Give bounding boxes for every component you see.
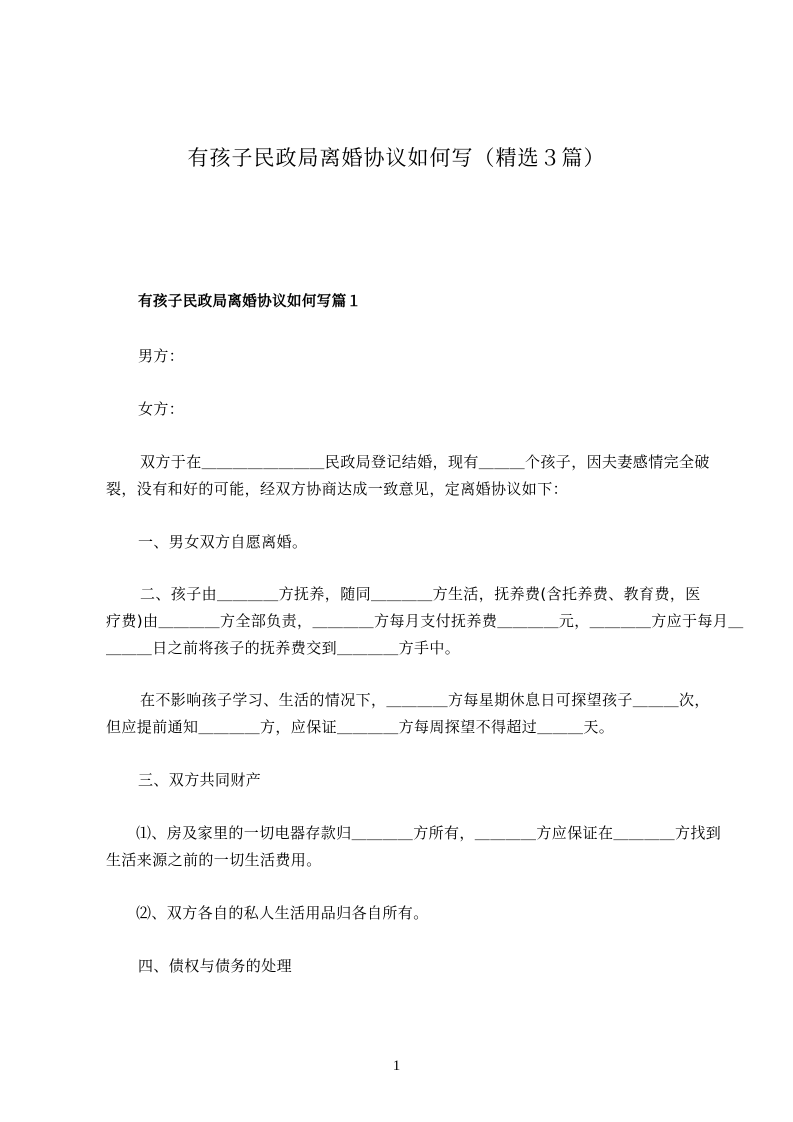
clause-2-line-1: 二、孩子由＿＿＿＿方抚养，随同＿＿＿＿方生活，抚养费(含托养费、教育费，医 — [140, 585, 701, 603]
female-party-label: 女方： — [138, 400, 185, 418]
visitation-line-1: 在不影响孩子学习、生活的情况下，＿＿＿＿方每星期休息日可探望孩子＿＿＿次， — [140, 691, 710, 709]
property-1-line-1: ⑴、房及家里的一切电器存款归＿＿＿＿方所有，＿＿＿＿方应保证在＿＿＿＿方找到 — [136, 824, 722, 842]
clause-3: 三、双方共同财产 — [138, 771, 262, 789]
male-party-label: 男方： — [138, 347, 185, 365]
clause-2-line-2: 疗费)由＿＿＿＿方全部负责，＿＿＿＿方每月支付抚养费＿＿＿＿元，＿＿＿＿方应于每月＿ — [106, 612, 744, 630]
document-title: 有孩子民政局离婚协议如何写（精选３篇） — [187, 146, 606, 170]
property-1-line-2: 生活来源之前的一切生活费用。 — [106, 851, 322, 869]
page-number: 1 — [392, 1058, 401, 1074]
intro-line-1: 双方于在＿＿＿＿＿＿＿＿民政局登记结婚，现有＿＿＿个孩子，因夫妻感情完全破 — [140, 453, 710, 471]
clause-1: 一、男女双方自愿离婚。 — [138, 533, 308, 551]
section-heading: 有孩子民政局离婚协议如何写篇１ — [138, 294, 362, 310]
intro-line-2: 裂，没有和好的可能，经双方协商达成一致意见，定离婚协议如下： — [106, 480, 569, 498]
visitation-line-2: 但应提前通知＿＿＿＿方，应保证＿＿＿＿方每周探望不得超过＿＿＿天。 — [106, 718, 615, 736]
clause-4: 四、债权与债务的处理 — [138, 957, 293, 975]
property-2: ⑵、双方各自的私人生活用品归各自所有。 — [136, 904, 429, 922]
clause-2-line-3: ＿＿＿日之前将孩子的抚养费交到＿＿＿＿方手中。 — [106, 639, 461, 657]
